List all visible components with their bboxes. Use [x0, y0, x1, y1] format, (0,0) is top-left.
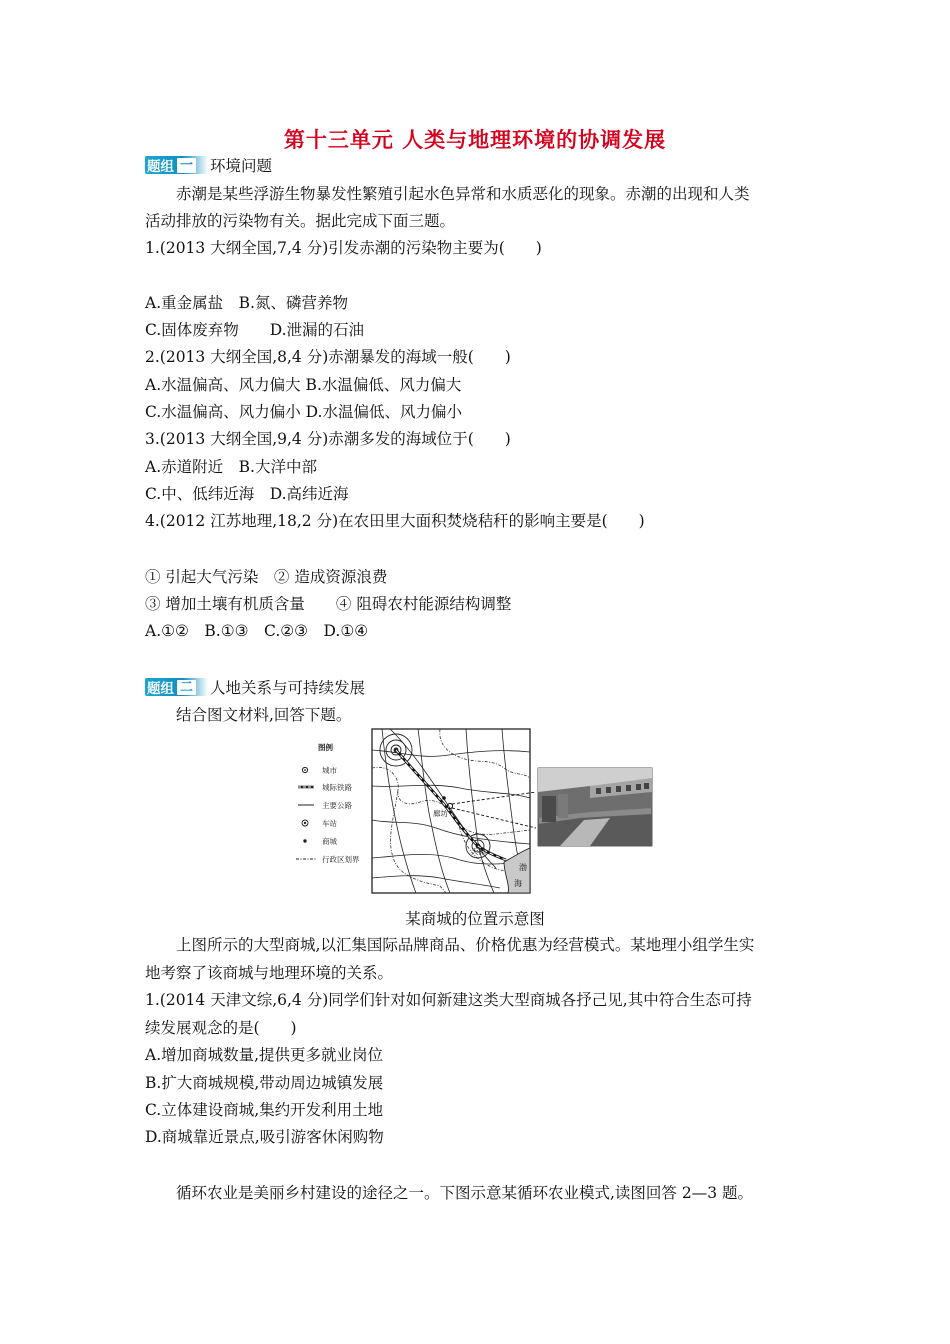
legend-item: 城市: [322, 766, 337, 775]
map-label-sea-2: 海: [514, 879, 522, 888]
legend-item: 行政区划界: [322, 855, 360, 864]
option-b: B.扩大商城规模,带动周边城镇发展: [145, 1074, 384, 1092]
passage-line: 活动排放的污染物有关。据此完成下面三题。: [145, 212, 456, 230]
passage-line: 赤潮是某些浮游生物暴发性繁殖引起水色异常和水质恶化的现象。赤潮的出现和人类: [176, 185, 750, 203]
group-title: 环境问题: [210, 157, 273, 175]
question-3-options-ab: A.赤道附近 B.大洋中部: [145, 458, 317, 476]
passage-line: 上图所示的大型商城,以汇集国际品牌商品、价格优惠为经营模式。某地理小组学生实: [176, 936, 755, 954]
figure-caption: 某商城的位置示意图: [405, 910, 545, 928]
group-title: 人地关系与可持续发展: [210, 679, 366, 697]
group-badge-number: 一: [177, 158, 196, 173]
map-label-sea-1: 渤: [519, 863, 527, 872]
question-4-options: A.①② B.①③ C.②③ D.①④: [145, 622, 369, 640]
question-4: 4.(2012 江苏地理,18,2 分)在农田里大面积焚烧秸秆的影响主要是( ): [145, 512, 645, 530]
question-4-statements-12: ① 引起大气污染 ② 造成资源浪费: [145, 568, 388, 586]
location-figure: [290, 728, 660, 896]
question-group-header-1: [145, 155, 272, 175]
intro-line: 结合图文材料,回答下题。: [176, 706, 352, 724]
group-badge: [145, 678, 208, 696]
question-group-header-2: [145, 677, 365, 697]
group-badge-number: 二: [177, 680, 196, 695]
mall-photo: [538, 768, 652, 846]
legend-item: 车站: [322, 819, 337, 828]
question-3-options-cd: C.中、低纬近海 D.高纬近海: [145, 485, 349, 503]
group-badge-text: 题组: [147, 159, 174, 175]
question-2: 2.(2013 大纲全国,8,4 分)赤潮暴发的海域一般( ): [145, 348, 511, 366]
map-label-tianjin: 天津: [471, 847, 486, 856]
mall-marker-icon: [442, 796, 446, 800]
unit-title: 第十三单元 人类与地理环境的协调发展: [283, 128, 667, 152]
option-d: D.商城靠近景点,吸引游客休闲购物: [145, 1128, 384, 1146]
map-label-langfang: 廊坊: [433, 809, 448, 818]
question-3: 3.(2013 大纲全国,9,4 分)赤潮多发的海域位于( ): [145, 430, 511, 448]
question-5: 1.(2014 天津文综,6,4 分)同学们针对如何新建这类大型商城各抒己见,其中符合生态可持: [145, 991, 752, 1009]
legend-item: 主要公路: [322, 801, 352, 810]
question-1: 1.(2013 大纲全国,7,4 分)引发赤潮的污染物主要为( ): [145, 239, 542, 257]
option-a: A.增加商城数量,提供更多就业岗位: [145, 1046, 384, 1064]
map-figure-svg: [290, 728, 660, 896]
map-panel: [372, 729, 536, 893]
legend-title: 图例: [318, 743, 333, 752]
question-4-statements-34: ③ 增加土壤有机质含量 ④ 阻碍农村能源结构调整: [145, 595, 512, 613]
question-2-options-cd: C.水温偏高、风力偏小 D.水温偏低、风力偏小: [145, 403, 462, 421]
group-badge: [145, 156, 208, 174]
question-1-options-cd: C.固体废弃物 D.泄漏的石油: [145, 321, 365, 339]
map-legend: [296, 742, 360, 864]
legend-item: 城际铁路: [322, 783, 352, 792]
mall-symbol-icon: [303, 839, 306, 842]
group-badge-text: 题组: [147, 681, 174, 697]
option-c: C.立体建设商城,集约开发利用土地: [145, 1101, 384, 1119]
question-1-options-ab: A.重金属盐 B.氮、磷营养物: [145, 294, 348, 312]
passage-line: 地考察了该商城与地理环境的关系。: [145, 964, 394, 982]
question-2-options-ab: A.水温偏高、风力偏大 B.水温偏低、风力偏大: [145, 376, 462, 394]
legend-item: 商城: [322, 837, 337, 846]
question-5-continued: 续发展观念的是( ): [145, 1019, 297, 1037]
passage-line: 循环农业是美丽乡村建设的途径之一。下图示意某循环农业模式,读图回答 2—3 题。: [176, 1184, 754, 1202]
